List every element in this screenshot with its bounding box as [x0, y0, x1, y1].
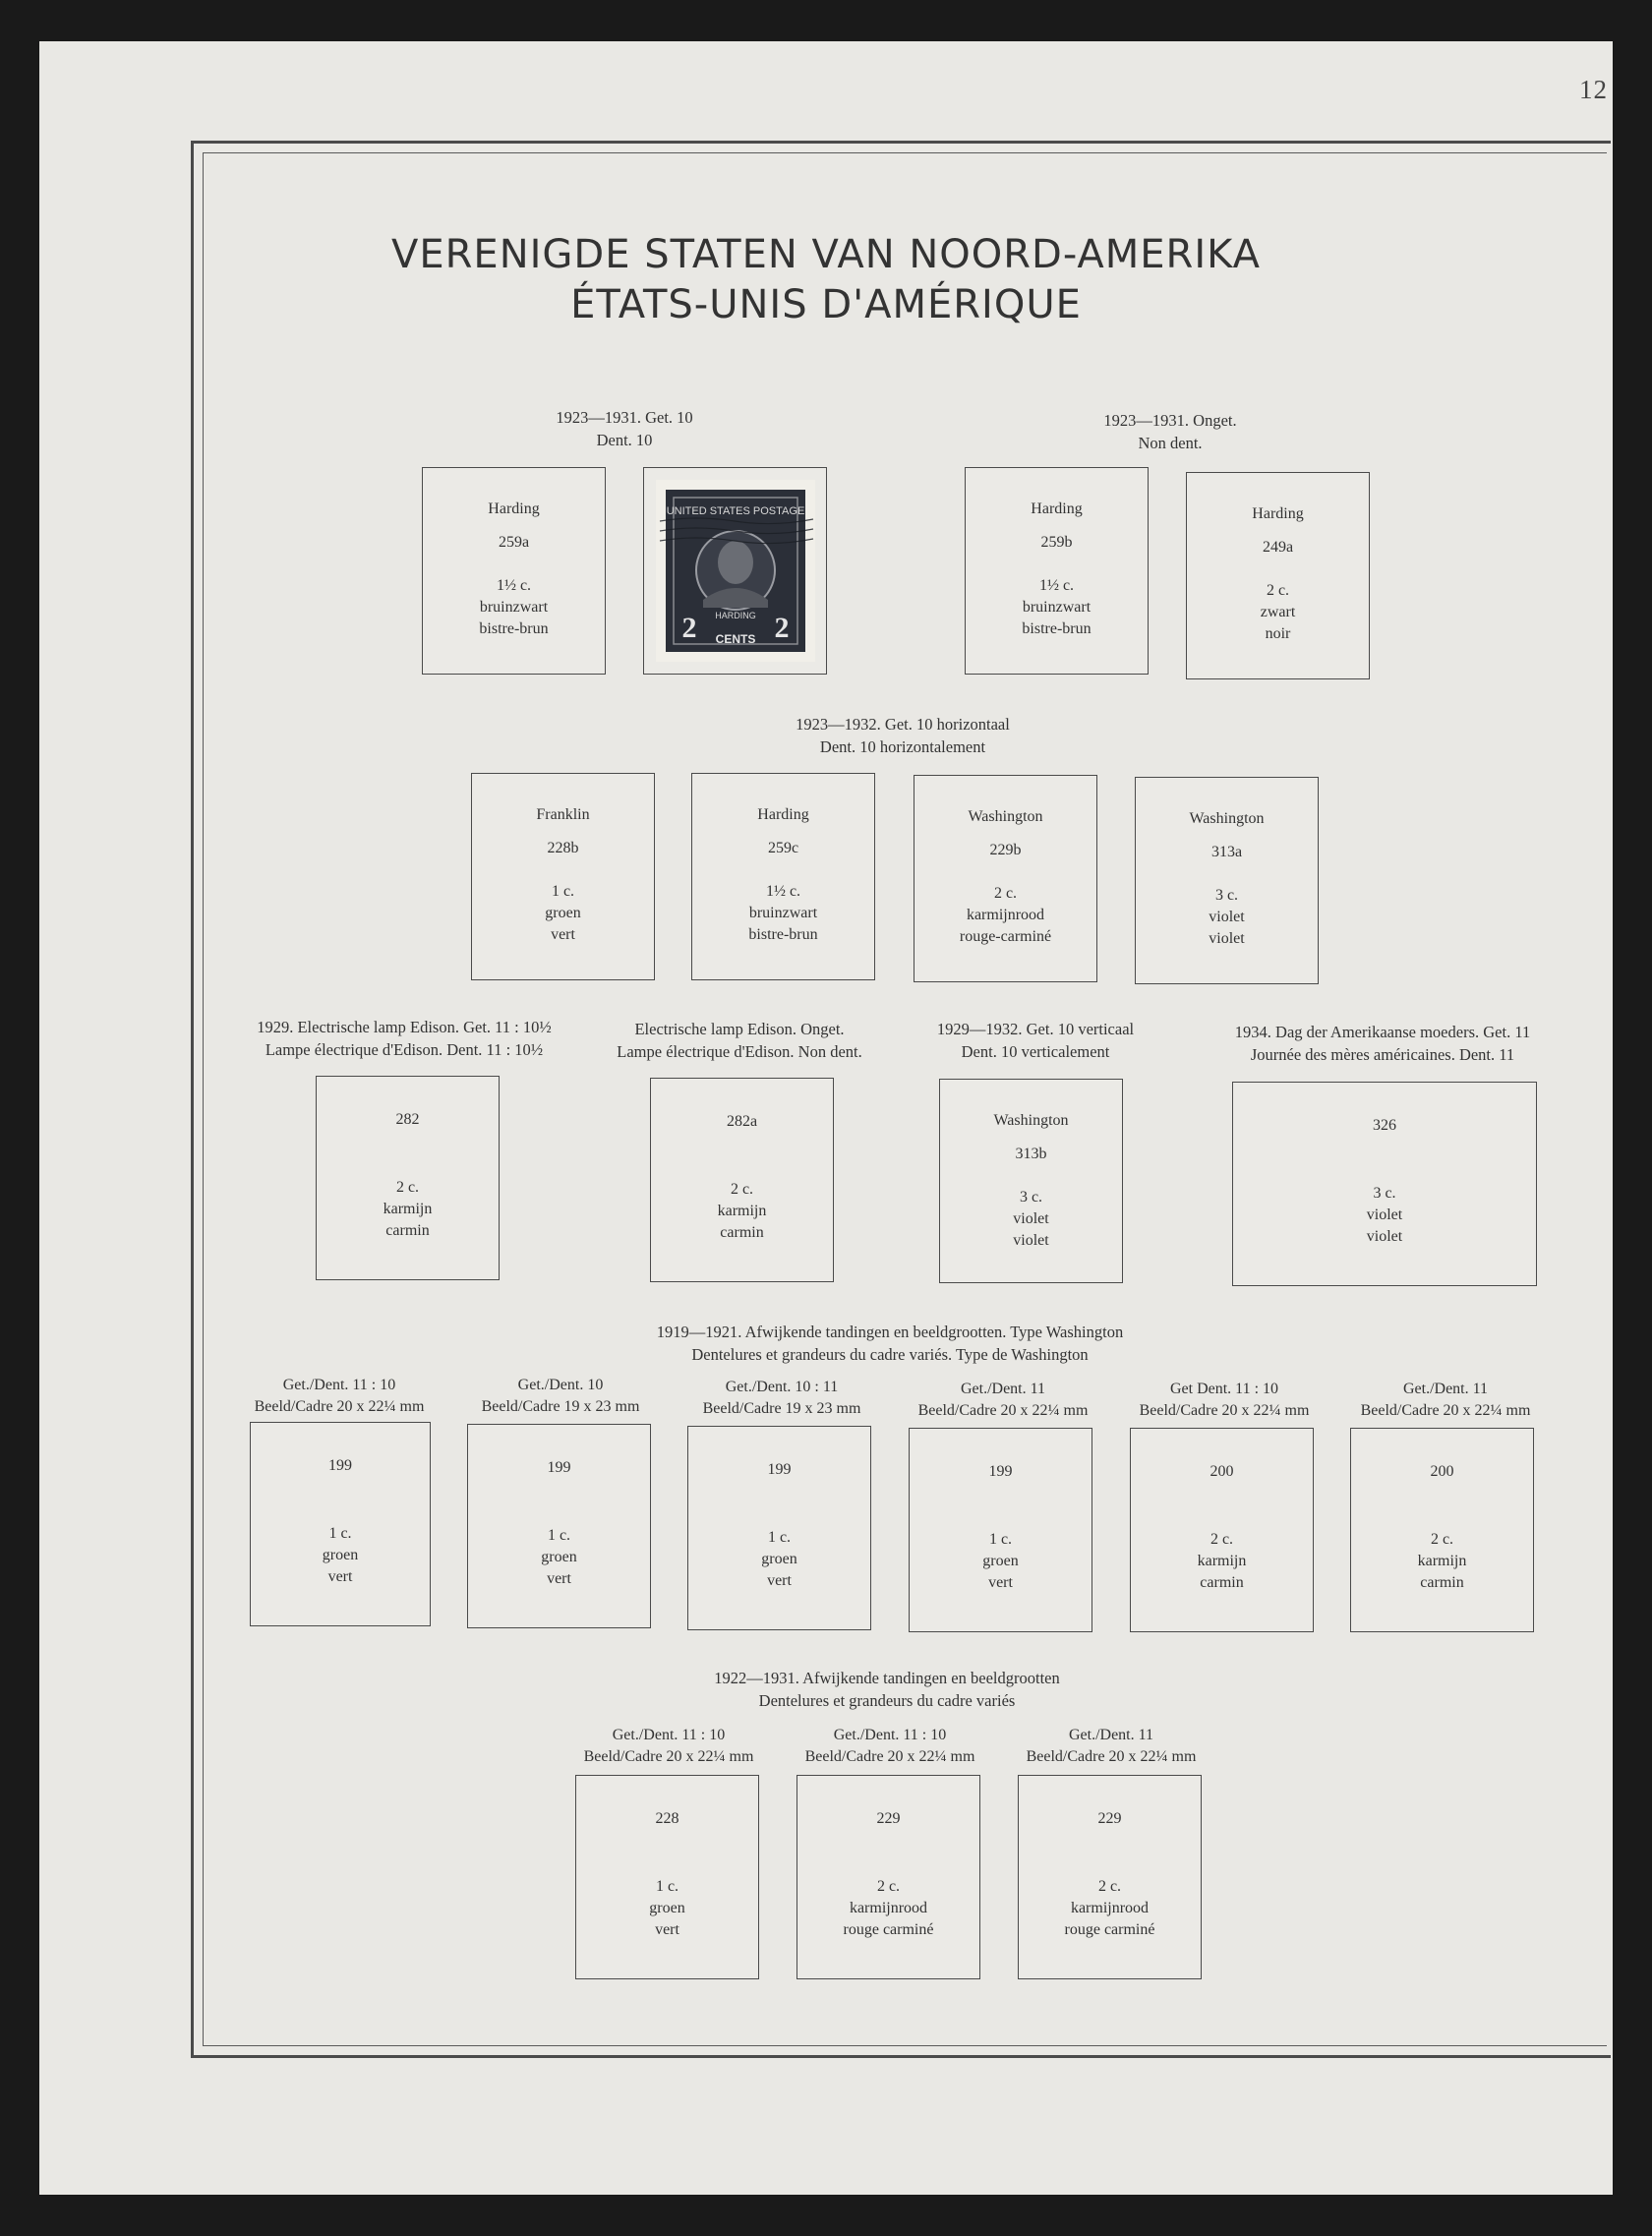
- slot-colour-nl: groen: [541, 1549, 577, 1565]
- stamp-slot[interactable]: [467, 1424, 651, 1628]
- section-heading-edison-onget: Electrische lamp Edison. Onget. Lampe électrique d'Edison. Non dent.: [617, 1020, 862, 1061]
- slot-catalogue-number: 199: [547, 1459, 571, 1476]
- slot-colour-nl: groen: [761, 1551, 797, 1567]
- stamp-slot[interactable]: [1135, 777, 1319, 984]
- slot-colour-fr: vert: [655, 1921, 679, 1938]
- slot-colour-nl: groen: [322, 1547, 359, 1563]
- section-heading-1923-onget: 1923—1931. Onget. Non dent.: [1103, 411, 1237, 452]
- slot-stamp-name: Harding: [488, 500, 540, 517]
- slot-colour-fr: rouge carminé: [1064, 1921, 1155, 1938]
- dims-label-9: Get./Dent. 11 Beeld/Cadre 20 x 22¼ mm: [1026, 1727, 1197, 1765]
- slot-colour-nl: karmijn: [1417, 1553, 1467, 1569]
- stamp-slot[interactable]: [1130, 1428, 1314, 1632]
- slot-colour-fr: bistre-brun: [479, 620, 549, 637]
- slot-value: 2 c.: [395, 1179, 420, 1196]
- slot-colour-fr: carmin: [385, 1222, 430, 1239]
- slot-value: 1½ c.: [765, 883, 801, 900]
- dims-label-5: Get Dent. 11 : 10 Beeld/Cadre 20 x 22¼ mm: [1139, 1381, 1310, 1419]
- slot-catalogue-number: 259b: [1040, 534, 1073, 551]
- slot-catalogue-number: 200: [1430, 1463, 1454, 1480]
- stamp-slot[interactable]: [687, 1426, 871, 1630]
- slot-value: 2 c.: [876, 1878, 901, 1895]
- slot-colour-fr: violet: [1366, 1228, 1403, 1245]
- slot-stamp-name: Harding: [757, 806, 809, 823]
- slot-value: 3 c.: [1373, 1185, 1396, 1202]
- slot-catalogue-number: 313a: [1210, 844, 1243, 860]
- stamp-slot[interactable]: [1232, 1082, 1537, 1286]
- stamp-slot[interactable]: [691, 773, 875, 980]
- slot-value: 3 c.: [1019, 1189, 1043, 1206]
- slot-catalogue-number: 249a: [1262, 539, 1294, 556]
- slot-catalogue-number: 282: [395, 1111, 420, 1128]
- slot-value: 1 c.: [988, 1531, 1013, 1548]
- stamp-slot[interactable]: [1350, 1428, 1534, 1632]
- slot-stamp-name: Washington: [993, 1112, 1069, 1129]
- section-heading-1934-mothers: 1934. Dag der Amerikaanse moeders. Get. 11 Journée des mères américaines. Dent. 11: [1234, 1023, 1531, 1064]
- section-heading-1929-edison-get: 1929. Electrische lamp Edison. Get. 11 : 10½ Lampe électrique d'Edison. Dent. 11 : 10½: [257, 1018, 552, 1059]
- slot-stamp-name: Harding: [1252, 505, 1304, 522]
- slot-colour-nl: violet: [1209, 909, 1245, 925]
- stamp-slot[interactable]: [250, 1422, 431, 1626]
- slot-colour-fr: violet: [1209, 930, 1245, 947]
- stamp-slot[interactable]: [1018, 1775, 1202, 1979]
- slot-colour-nl: violet: [1013, 1210, 1049, 1227]
- slot-value: 2 c.: [730, 1181, 754, 1198]
- section-heading-1919-washington: 1919—1921. Afwijkende tandingen en beeldgrootten. Type Washington Dentelures et grandeurs du cadre variés. Type de Washington: [656, 1323, 1124, 1364]
- slot-colour-fr: carmin: [720, 1224, 764, 1241]
- page-title-dutch: VERENIGDE STATEN VAN NOORD-AMERIKA: [391, 232, 1261, 277]
- stamp-text-name: HARDING: [715, 611, 756, 620]
- section-heading-1922-variations: 1922—1931. Afwijkende tandingen en beeldgrootten Dentelures et grandeurs du cadre variés: [714, 1669, 1060, 1710]
- section-heading-1923-horizontal: 1923—1932. Get. 10 horizontaal Dent. 10 horizontalement: [796, 715, 1010, 756]
- slot-stamp-name: Harding: [1031, 500, 1083, 517]
- slot-catalogue-number: 282a: [726, 1113, 758, 1130]
- stamp-slot[interactable]: [914, 775, 1097, 982]
- stamp-slot[interactable]: [965, 467, 1149, 675]
- slot-catalogue-number: 200: [1210, 1463, 1234, 1480]
- slot-colour-nl: bruinzwart: [1022, 599, 1092, 616]
- slot-catalogue-number: 228b: [547, 840, 579, 856]
- stamp-slot[interactable]: [422, 467, 606, 675]
- slot-colour-nl: groen: [545, 905, 581, 921]
- dims-label-8: Get./Dent. 11 : 10 Beeld/Cadre 20 x 22¼ mm: [804, 1727, 975, 1765]
- slot-catalogue-number: 228: [655, 1810, 679, 1827]
- stamp-text-top: UNITED STATES POSTAGE: [666, 505, 805, 517]
- slot-colour-fr: vert: [767, 1572, 792, 1589]
- slot-catalogue-number: 259a: [498, 534, 530, 551]
- slot-colour-nl: karmijn: [383, 1201, 433, 1217]
- slot-catalogue-number: 313b: [1015, 1146, 1047, 1162]
- slot-catalogue-number: 199: [328, 1457, 352, 1474]
- stamp-slot[interactable]: [1186, 472, 1370, 679]
- section-heading-1929-vertical: 1929—1932. Get. 10 verticaal Dent. 10 verticalement: [936, 1020, 1135, 1061]
- slot-colour-nl: bruinzwart: [479, 599, 549, 616]
- slot-colour-fr: bistre-brun: [1022, 620, 1092, 637]
- stamp-slot[interactable]: [575, 1775, 759, 1979]
- slot-colour-nl: karmijnrood: [1070, 1900, 1150, 1916]
- slot-value: 1½ c.: [1038, 577, 1075, 594]
- slot-catalogue-number: 259c: [767, 840, 799, 856]
- slot-colour-nl: karmijnrood: [849, 1900, 928, 1916]
- slot-value: 1½ c.: [496, 577, 532, 594]
- slot-colour-fr: bistre-brun: [748, 926, 818, 943]
- slot-colour-nl: groen: [649, 1900, 685, 1916]
- section-heading-1923-get10: 1923—1931. Get. 10 Dent. 10: [556, 408, 693, 449]
- slot-colour-fr: vert: [551, 926, 575, 943]
- slot-value: 1 c.: [551, 883, 575, 900]
- dims-label-6: Get./Dent. 11 Beeld/Cadre 20 x 22¼ mm: [1360, 1381, 1531, 1419]
- mounted-stamp-slot[interactable]: [643, 467, 827, 675]
- stamp-slot[interactable]: [316, 1076, 500, 1280]
- slot-value: 1 c.: [655, 1878, 679, 1895]
- slot-value: 1 c.: [547, 1527, 571, 1544]
- slot-stamp-name: Washington: [968, 808, 1043, 825]
- stamp-slot[interactable]: [909, 1428, 1092, 1632]
- slot-stamp-name: Franklin: [536, 806, 590, 823]
- stamp-value-right: 2: [774, 612, 790, 644]
- slot-catalogue-number: 199: [988, 1463, 1013, 1480]
- slot-stamp-name: Washington: [1189, 810, 1265, 827]
- page-number: 12: [1579, 75, 1608, 104]
- slot-catalogue-number: 229: [1097, 1810, 1122, 1827]
- slot-catalogue-number: 229b: [989, 842, 1022, 858]
- slot-colour-fr: noir: [1265, 625, 1291, 642]
- slot-colour-fr: carmin: [1200, 1574, 1244, 1591]
- slot-value: 3 c.: [1214, 887, 1239, 904]
- slot-colour-fr: rouge-carminé: [959, 928, 1052, 945]
- dims-label-3: Get./Dent. 10 : 11 Beeld/Cadre 19 x 23 mm: [702, 1379, 861, 1417]
- dims-label-7: Get./Dent. 11 : 10 Beeld/Cadre 20 x 22¼ mm: [583, 1727, 754, 1765]
- slot-colour-fr: vert: [327, 1568, 353, 1585]
- slot-catalogue-number: 326: [1373, 1117, 1396, 1134]
- stamp-slot[interactable]: [471, 773, 655, 980]
- slot-value: 2 c.: [1097, 1878, 1122, 1895]
- stamp-slot[interactable]: [939, 1079, 1123, 1283]
- slot-value: 1 c.: [328, 1525, 352, 1542]
- slot-colour-nl: bruinzwart: [748, 905, 818, 921]
- slot-value: 2 c.: [1210, 1531, 1234, 1548]
- dims-label-1: Get./Dent. 11 : 10 Beeld/Cadre 20 x 22¼ mm: [254, 1377, 425, 1415]
- slot-catalogue-number: 229: [876, 1810, 901, 1827]
- slot-colour-nl: karmijn: [717, 1203, 767, 1219]
- slot-colour-fr: rouge carminé: [843, 1921, 934, 1938]
- dims-label-4: Get./Dent. 11 Beeld/Cadre 20 x 22¼ mm: [917, 1381, 1089, 1419]
- slot-colour-nl: karmijn: [1197, 1553, 1247, 1569]
- slot-value: 2 c.: [1266, 582, 1290, 599]
- slot-colour-nl: zwart: [1260, 604, 1296, 620]
- slot-colour-fr: carmin: [1420, 1574, 1464, 1591]
- slot-colour-nl: karmijnrood: [966, 907, 1045, 923]
- dims-label-2: Get./Dent. 10 Beeld/Cadre 19 x 23 mm: [481, 1377, 640, 1415]
- stamp-slot[interactable]: [650, 1078, 834, 1282]
- slot-colour-fr: violet: [1013, 1232, 1049, 1249]
- harding-2c-stamp-image: [656, 480, 815, 662]
- slot-catalogue-number: 199: [767, 1461, 792, 1478]
- slot-colour-nl: groen: [982, 1553, 1019, 1569]
- slot-colour-fr: vert: [988, 1574, 1013, 1591]
- stamp-text-bottom: CENTS: [715, 632, 756, 646]
- stamp-value-left: 2: [681, 612, 697, 644]
- page-title-french: ÉTATS-UNIS D'AMÉRIQUE: [570, 282, 1082, 327]
- stamp-slot[interactable]: [796, 1775, 980, 1979]
- slot-value: 1 c.: [767, 1529, 792, 1546]
- slot-colour-fr: vert: [547, 1570, 571, 1587]
- slot-value: 2 c.: [1430, 1531, 1454, 1548]
- slot-value: 2 c.: [993, 885, 1018, 902]
- slot-colour-nl: violet: [1366, 1206, 1403, 1223]
